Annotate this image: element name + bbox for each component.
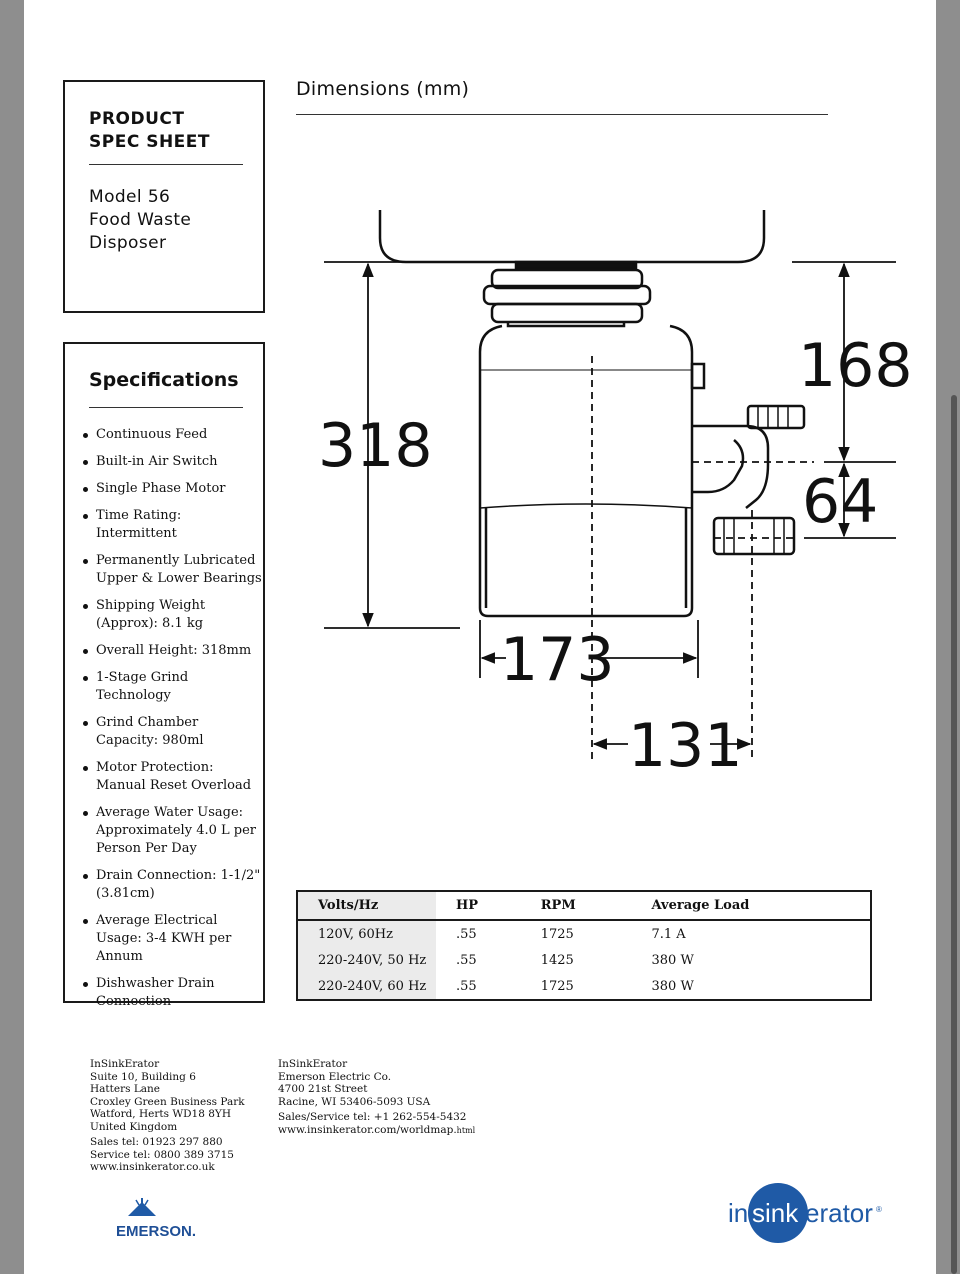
cell-rpm: 1725 xyxy=(540,978,574,994)
uk-sales-tel: Sales tel: 01923 297 880 xyxy=(90,1136,223,1148)
spec-item: Overall Height: 318mm xyxy=(83,642,263,660)
cell-hp: .55 xyxy=(456,978,477,994)
body-seam-low xyxy=(480,504,692,508)
cell-volts: 220-240V, 60 Hz xyxy=(297,973,436,1000)
spec-item: Single Phase Motor xyxy=(83,480,263,498)
sheet-heading-line1: PRODUCT xyxy=(89,109,185,129)
header-volts: Volts/Hz xyxy=(297,891,436,920)
insinkerator-logo xyxy=(726,1182,886,1246)
uk-line4: Watford, Herts WD18 8YH xyxy=(90,1108,231,1120)
specifications-heading: Specifications xyxy=(89,369,239,391)
spec-item: Average Electrical Usage: 3-4 KWH per Annum xyxy=(83,912,263,966)
specifications-list xyxy=(83,424,263,1011)
electrical-table xyxy=(296,890,872,1001)
cell-hp: .55 xyxy=(456,926,477,942)
motor-base xyxy=(486,508,686,608)
us-website-link[interactable] xyxy=(278,1124,475,1138)
uk-line1: Suite 10, Building 6 xyxy=(90,1070,196,1083)
spec-item: Average Water Usage: Approximately 4.0 L per Person Per Day xyxy=(83,804,263,858)
uk-website-link[interactable]: www.insinkerator.co.uk xyxy=(90,1161,215,1173)
spec-item: Shipping Weight (Approx): 8.1 kg xyxy=(83,597,263,633)
us-line3: Racine, WI 53406-5093 USA xyxy=(278,1095,431,1108)
scrollbar[interactable] xyxy=(951,395,957,1274)
dimensions-title: Dimensions (mm) xyxy=(296,78,470,100)
cell-hp: .55 xyxy=(456,952,477,968)
cell-rpm: 1725 xyxy=(540,926,574,942)
us-line1: Emerson Electric Co. xyxy=(278,1070,392,1083)
spec-item: Continuous Feed xyxy=(83,426,263,444)
isk-in: in xyxy=(728,1198,749,1228)
us-company: InSinkErator xyxy=(278,1058,348,1070)
table-row xyxy=(297,920,871,947)
dim-label-318: 318 xyxy=(318,411,433,481)
us-sales-tel: Sales/Service tel: +1 262-554-5432 xyxy=(278,1111,467,1123)
uk-line5: United Kingdom xyxy=(90,1120,178,1133)
cell-load: 380 W xyxy=(651,952,694,968)
spec-sheet-page xyxy=(24,0,936,1274)
disposer-dimension-drawing xyxy=(294,200,914,780)
sheet-heading xyxy=(89,108,210,154)
dimensions-divider xyxy=(296,114,828,115)
cell-load: 380 W xyxy=(651,978,694,994)
dim-label-64: 64 xyxy=(802,467,879,537)
spec-item: Drain Connection: 1-1/2" (3.81cm) xyxy=(83,867,263,903)
table-header-row xyxy=(297,891,871,920)
us-website-main: www.insinkerator.com/worldmap. xyxy=(278,1123,457,1136)
us-line2: 4700 21st Street xyxy=(278,1083,368,1095)
emerson-logo xyxy=(86,1196,234,1242)
switch-housing xyxy=(692,364,704,388)
model-line2: Food Waste xyxy=(89,210,192,230)
spec-item: 1-Stage Grind Technology xyxy=(83,669,263,705)
emerson-emblem-icon xyxy=(128,1198,156,1216)
sheet-heading-line2: SPEC SHEET xyxy=(89,132,211,152)
header-rpm: RPM xyxy=(521,891,632,920)
uk-company: InSinkErator xyxy=(90,1058,160,1070)
specifications-divider xyxy=(89,407,243,408)
dim-label-173: 173 xyxy=(500,625,615,695)
uk-service-tel: Service tel: 0800 389 3715 xyxy=(90,1148,234,1161)
discharge-pipe xyxy=(692,426,768,508)
model-line1: Model 56 xyxy=(89,187,171,207)
address-uk xyxy=(90,1058,245,1174)
spec-item: Permanently Lubricated Upper & Lower Bearings xyxy=(83,552,263,588)
cell-volts: 220-240V, 50 Hz xyxy=(297,947,436,973)
spec-item: Dishwasher Drain Connection xyxy=(83,975,263,1011)
title-box xyxy=(63,80,265,313)
dishwasher-inlet-ribs xyxy=(758,406,788,428)
header-load: Average Load xyxy=(632,891,872,920)
model-line3: Disposer xyxy=(89,233,167,253)
table-row xyxy=(297,973,871,1000)
address-us xyxy=(278,1058,475,1137)
us-website-ext: html xyxy=(456,1125,476,1135)
specifications-box xyxy=(63,342,265,1009)
uk-line3: Croxley Green Business Park xyxy=(90,1095,245,1108)
mount-ring-bottom xyxy=(492,304,642,322)
emerson-wordmark: EMERSON. xyxy=(116,1223,197,1240)
cell-load: 7.1 A xyxy=(651,926,686,942)
dishwasher-inlet-cap xyxy=(748,406,804,428)
isk-sink: sink xyxy=(752,1198,799,1228)
isk-erator: erator xyxy=(805,1198,873,1228)
model-name xyxy=(89,186,191,255)
drain-nut-ribs xyxy=(724,518,784,554)
drain-nut xyxy=(714,518,794,554)
cell-volts: 120V, 60Hz xyxy=(297,920,436,947)
spec-item: Motor Protection: Manual Reset Overload xyxy=(83,759,263,795)
table-row xyxy=(297,947,871,973)
dim-label-131: 131 xyxy=(628,711,743,780)
spec-item: Built-in Air Switch xyxy=(83,453,263,471)
uk-line2: Hatters Lane xyxy=(90,1083,161,1095)
cell-rpm: 1425 xyxy=(540,952,574,968)
dim-label-168: 168 xyxy=(798,331,913,401)
header-hp: HP xyxy=(436,891,521,920)
isk-registered-mark: ® xyxy=(876,1205,882,1214)
spec-item: Time Rating: Intermittent xyxy=(83,507,263,543)
sink-outline xyxy=(380,210,764,262)
title-divider xyxy=(89,164,243,165)
sink-flange xyxy=(516,262,636,269)
spec-item: Grind Chamber Capacity: 980ml xyxy=(83,714,263,750)
